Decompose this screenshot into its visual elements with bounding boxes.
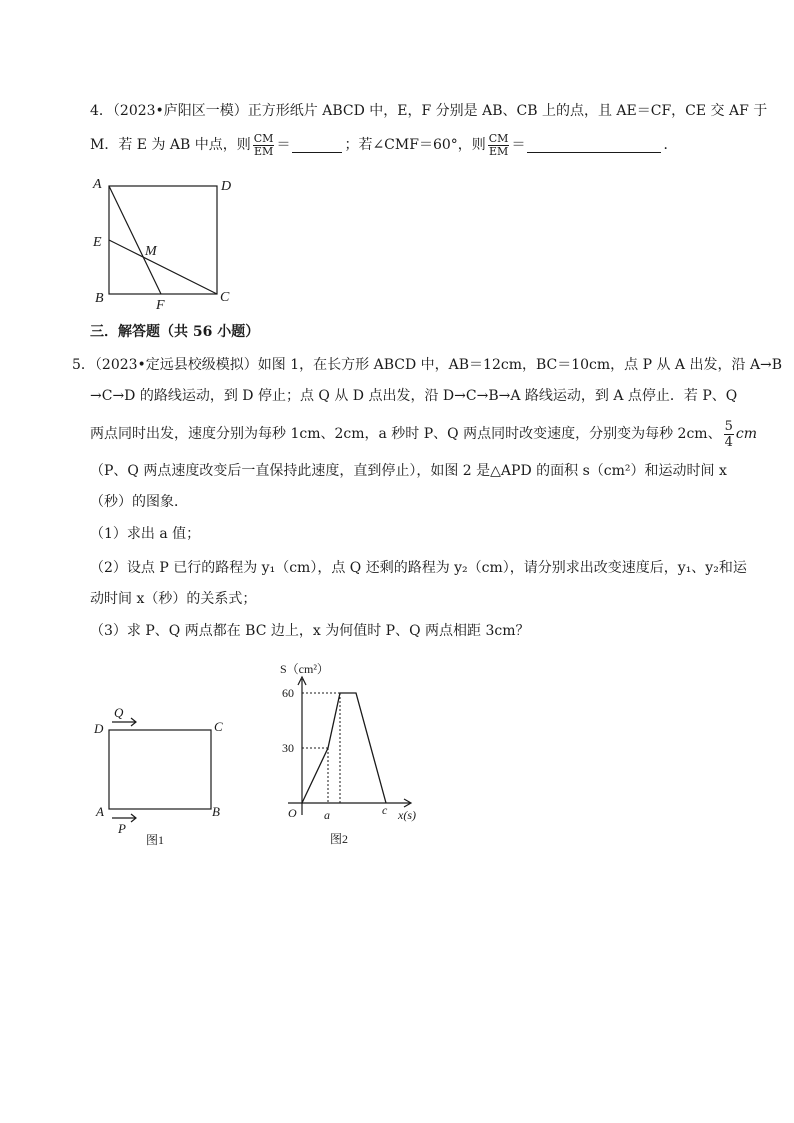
- label-b: B: [212, 804, 220, 819]
- q4-fraction-1: [253, 133, 275, 158]
- x-tick-c: c: [382, 803, 388, 817]
- square-abcd: [109, 186, 217, 294]
- label-q: Q: [114, 705, 124, 720]
- label-c: C: [214, 719, 223, 734]
- q5-sub1: （1）求出 a 值；: [90, 526, 201, 542]
- q5-figure2-graph: [270, 655, 430, 850]
- q5-line4: （P、Q 两点速度改变后一直保持此速度，直到停止），如图 2 是△APD 的面积 s（cm²）和运动时间 x: [90, 463, 727, 479]
- x-tick-a: a: [324, 808, 330, 822]
- segment-af: [109, 186, 161, 294]
- q5-fraction-5-4: [724, 419, 734, 450]
- q4-line2-mid: ；若∠CMF＝60°，则: [344, 137, 486, 153]
- q5-line3-text: 两点同时出发，速度分别为每秒 1cm、2cm，a 秒时 P、Q 两点同时改变速度，分别变为每秒 2cm、: [90, 426, 722, 442]
- equals-sign: ＝: [511, 137, 526, 153]
- q4-line2: [90, 132, 677, 158]
- label-d: D: [221, 179, 232, 194]
- frac-denominator: 4: [724, 434, 733, 450]
- q5-line2: →C→D 的路线运动，到 D 停止；点 Q 从 D 点出发，沿 D→C→B→A 路线运动，到 A 点停止．若 P、Q: [90, 388, 738, 404]
- label-c: C: [220, 290, 230, 305]
- frac-denominator: EM: [253, 144, 274, 158]
- label-a: A: [93, 177, 102, 192]
- q4-square-figure: [85, 170, 245, 315]
- label-m: M: [145, 244, 157, 259]
- q5-line1: 5．（2023•定远县校级模拟）如图 1，在长方形 ABCD 中，AB＝12cm，BC＝10cm，点 P 从 A 出发，沿 A→B: [72, 357, 783, 373]
- answer-blank-1[interactable]: [292, 138, 342, 153]
- q5-line3: [90, 418, 757, 450]
- y-tick-30: 30: [282, 741, 294, 755]
- frac-numerator: CM: [253, 131, 274, 145]
- label-f: F: [156, 298, 165, 313]
- label-e: E: [93, 235, 102, 250]
- q5-sub2a: （2）设点 P 已行的路程为 y₁（cm），点 Q 还剩的路程为 y₂（cm），请分别求出改变速度后，y₁、y₂和运: [90, 560, 747, 576]
- q5-line5: （秒）的图象．: [90, 494, 188, 510]
- equals-sign: ＝: [276, 137, 291, 153]
- unit-cm: cm: [735, 426, 757, 442]
- rectangle-abcd: [109, 730, 211, 809]
- label-d: D: [94, 721, 104, 736]
- figure1-caption: 图1: [146, 833, 165, 847]
- answer-blank-2[interactable]: [527, 138, 661, 153]
- frac-numerator: 5: [724, 418, 733, 434]
- period: ．: [663, 137, 678, 153]
- figure2-caption: 图2: [330, 832, 349, 846]
- frac-denominator: EM: [488, 144, 509, 158]
- q5-figure1-rectangle: [88, 700, 238, 850]
- frac-numerator: CM: [488, 131, 509, 145]
- y-tick-60: 60: [282, 686, 294, 700]
- q5-sub3: （3）求 P、Q 两点都在 BC 边上，x 为何值时 P、Q 两点相距 3cm？: [90, 623, 530, 639]
- segment-ce: [109, 240, 217, 294]
- q4-fraction-2: [488, 133, 510, 158]
- y-axis-label: S（cm²）: [280, 662, 329, 676]
- q4-line2-pre: M．若 E 为 AB 中点，则: [90, 137, 251, 153]
- label-a: A: [96, 804, 104, 819]
- section-header: 三．解答题（共 56 小题）: [90, 324, 260, 340]
- label-b: B: [95, 291, 104, 306]
- q5-sub2b: 动时间 x（秒）的关系式；: [90, 591, 257, 607]
- q4-line1: 4．（2023•庐阳区一模）正方形纸片 ABCD 中，E，F 分别是 AB、CB 上的点，且 AE＝CF，CE 交 AF 于: [90, 103, 768, 119]
- label-p: P: [118, 821, 126, 836]
- x-axis-label: x(s): [398, 808, 416, 822]
- origin-label: O: [288, 806, 297, 820]
